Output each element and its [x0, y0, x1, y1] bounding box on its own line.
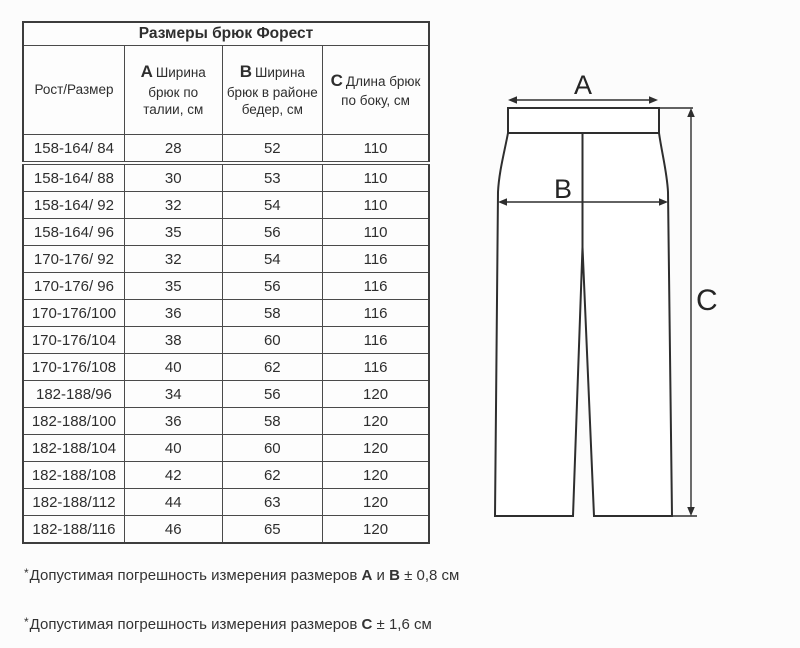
note-text: Допустимая погрешность измерения размеров — [29, 567, 362, 584]
value-cell: 62 — [222, 354, 323, 381]
table-row — [23, 435, 429, 462]
value-cell: 56 — [222, 273, 323, 300]
size-cell: 170-176/104 — [23, 327, 124, 354]
value-cell: 110 — [323, 163, 429, 192]
dimension-label-a: A — [573, 70, 593, 100]
value-cell: 110 — [323, 192, 429, 219]
column-letter-a: А — [140, 62, 153, 82]
value-cell: 54 — [222, 192, 323, 219]
column-header-size: Рост/Размер — [23, 46, 124, 135]
value-cell: 32 — [124, 246, 222, 273]
note-letter-b: В — [389, 567, 400, 584]
value-cell: 65 — [222, 516, 323, 544]
size-cell: 170-176/ 92 — [23, 246, 124, 273]
value-cell: 56 — [222, 219, 323, 246]
tolerance-note-ab — [24, 567, 459, 584]
note-letter-a: А — [361, 567, 373, 584]
value-cell: 116 — [323, 354, 429, 381]
value-cell: 116 — [323, 273, 429, 300]
size-table-body — [23, 135, 429, 544]
table-row — [23, 516, 429, 544]
arrowhead-icon — [508, 96, 517, 104]
size-cell: 158-164/ 88 — [23, 163, 124, 192]
value-cell: 120 — [323, 435, 429, 462]
table-row — [23, 219, 429, 246]
column-letter-b: В — [239, 62, 252, 82]
size-cell: 182-188/116 — [23, 516, 124, 544]
table-row — [23, 327, 429, 354]
size-table — [22, 21, 430, 544]
table-row — [23, 300, 429, 327]
value-cell: 28 — [124, 135, 222, 164]
size-cell: 182-188/100 — [23, 408, 124, 435]
size-cell: 158-164/ 84 — [23, 135, 124, 164]
value-cell: 40 — [124, 354, 222, 381]
value-cell: 44 — [124, 489, 222, 516]
column-label-b: Ширина брюк в районе бедер, см — [226, 65, 318, 118]
value-cell: 110 — [323, 219, 429, 246]
table-title-row — [23, 22, 429, 46]
asterisk: * — [24, 566, 29, 580]
table-row — [23, 462, 429, 489]
table-title: Размеры брюк Форест — [23, 22, 429, 46]
value-cell: 110 — [323, 135, 429, 164]
table-row — [23, 489, 429, 516]
size-cell: 182-188/108 — [23, 462, 124, 489]
asterisk: * — [24, 615, 29, 629]
column-header-b — [222, 46, 323, 135]
value-cell: 116 — [323, 300, 429, 327]
value-cell: 35 — [124, 273, 222, 300]
value-cell: 120 — [323, 489, 429, 516]
size-cell: 170-176/ 96 — [23, 273, 124, 300]
size-cell: 170-176/100 — [23, 300, 124, 327]
value-cell: 60 — [222, 435, 323, 462]
value-cell: 36 — [124, 300, 222, 327]
size-cell: 158-164/ 96 — [23, 219, 124, 246]
arrowhead-icon — [687, 507, 695, 516]
column-label-c: Длина брюк по боку, см — [341, 74, 421, 109]
value-cell: 58 — [222, 300, 323, 327]
value-cell: 46 — [124, 516, 222, 544]
dimension-label-b: B — [553, 174, 573, 204]
value-cell: 53 — [222, 163, 323, 192]
note-text: и — [372, 567, 390, 584]
dimension-label-c: C — [696, 284, 718, 317]
value-cell: 32 — [124, 192, 222, 219]
value-cell: 38 — [124, 327, 222, 354]
column-letter-c: С — [330, 71, 343, 91]
table-row — [23, 273, 429, 300]
table-row — [23, 163, 429, 192]
table-header-row — [23, 46, 429, 135]
size-cell: 170-176/108 — [23, 354, 124, 381]
value-cell: 120 — [323, 462, 429, 489]
value-cell: 120 — [323, 516, 429, 544]
note-text: Допустимая погрешность измерения размеров — [29, 616, 362, 633]
value-cell: 56 — [222, 381, 323, 408]
table-row — [23, 354, 429, 381]
size-cell: 182-188/104 — [23, 435, 124, 462]
value-cell: 35 — [124, 219, 222, 246]
table-row — [23, 135, 429, 164]
note-text: ± 1,6 см — [372, 616, 432, 633]
waistband — [508, 108, 659, 133]
table-row — [23, 192, 429, 219]
value-cell: 54 — [222, 246, 323, 273]
note-letter-c: С — [361, 616, 373, 633]
value-cell: 120 — [323, 408, 429, 435]
value-cell: 62 — [222, 462, 323, 489]
table-row — [23, 246, 429, 273]
value-cell: 36 — [124, 408, 222, 435]
size-cell: 182-188/96 — [23, 381, 124, 408]
arrowhead-icon — [687, 108, 695, 117]
value-cell: 116 — [323, 246, 429, 273]
table-row — [23, 408, 429, 435]
tolerance-note-c — [24, 616, 432, 633]
value-cell: 58 — [222, 408, 323, 435]
size-cell: 182-188/112 — [23, 489, 124, 516]
value-cell: 52 — [222, 135, 323, 164]
trousers-measurement-diagram — [460, 60, 760, 540]
note-text: ± 0,8 см — [399, 567, 460, 584]
value-cell: 60 — [222, 327, 323, 354]
table-row — [23, 381, 429, 408]
value-cell: 30 — [124, 163, 222, 192]
value-cell: 42 — [124, 462, 222, 489]
arrowhead-icon — [649, 96, 658, 104]
size-cell: 158-164/ 92 — [23, 192, 124, 219]
value-cell: 34 — [124, 381, 222, 408]
value-cell: 40 — [124, 435, 222, 462]
value-cell: 63 — [222, 489, 323, 516]
column-header-c — [323, 46, 429, 135]
column-label-a: Ширина брюк по талии, см — [143, 65, 206, 118]
value-cell: 120 — [323, 381, 429, 408]
value-cell: 116 — [323, 327, 429, 354]
column-header-a — [124, 46, 222, 135]
